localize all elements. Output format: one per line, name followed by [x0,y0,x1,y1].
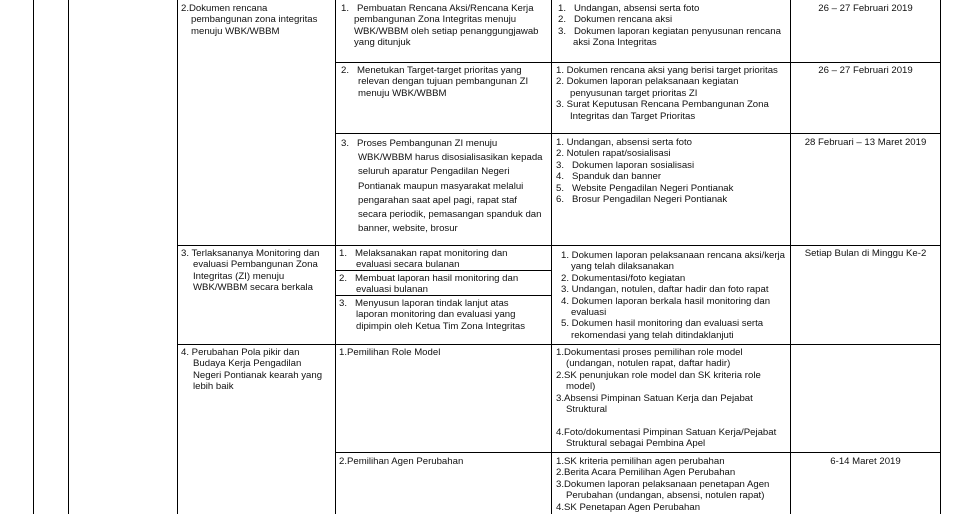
activity-cell [341,65,528,99]
activity-line: 3. Menyusun laporan tindak lanjut atas [339,298,509,309]
output-line: 1.SK kriteria pemilihan agen perubahan [556,456,725,467]
output-line: Struktural sebagai Pembina Apel [566,438,706,450]
time-cell: Setiap Bulan di Minggu Ke-2 [804,248,927,259]
goal-line: WBK/WBBM secara berkala [193,282,313,294]
output-line: evaluasi [571,307,607,319]
activity-line: Pontianak maupun masyarakat melalui [358,180,524,192]
output-line: 3.Dokumen laporan pelaksanaan penetapan Agen [556,478,770,490]
output-line [556,415,776,426]
activity-line: 2.Pemilihan Agen Perubahan [339,456,464,467]
grid-vline [551,0,552,514]
output-line: 2. Dokumentasi/foto kegiatan [561,272,686,284]
activity-cell [339,248,508,271]
time-cell: 28 Februari – 13 Maret 2019 [804,137,927,148]
output-line: rekomendasi yang telah ditindaklanjuti [571,329,734,341]
time-cell: 6-14 Maret 2019 [830,456,901,467]
activity-line: 3. Proses Pembangunan ZI menuju [341,138,498,149]
output-line: Integritas dan Target Prioritas [570,110,696,122]
output-line: 6. Brosur Pengadilan Negeri Pontianak [556,194,728,206]
grid-vline [68,0,69,514]
output-cell [556,456,769,513]
output-line: 1. Undangan, absensi serta foto [556,137,693,148]
output-line: 2. Notulen rapat/sosialisasi [556,148,671,160]
grid-vline [335,0,336,514]
output-line: 4.SK Penetapan Agen Perubahan [556,501,701,513]
activity-line: WBK/WBBM harus disosialisasikan kepada [358,152,543,164]
output-cell [558,3,781,49]
output-line: 3. Dokumen laporan kegiatan penyusunan rencana [558,25,781,37]
activity-cell [339,347,440,358]
activity-line: evaluasi bulanan [356,284,429,296]
time-cell: 26 – 27 Februari 2019 [818,65,913,76]
goal-line: 2.Dokumen rencana [181,3,268,14]
output-line: 2. Dokumen rencana aksi [558,14,673,26]
output-line: 1. Dokumen rencana aksi yang berisi target prioritas [556,65,778,76]
output-line: 2.Berita Acara Pemilihan Agen Perubahan [556,467,736,479]
output-line: 3. Dokumen laporan sosialisasi [556,159,695,171]
activity-line: WBK/WBBM oleh setiap penanggungjawab [354,25,539,37]
output-line: 2. Dokumen laporan pelaksanaan kegiatan [556,76,739,88]
activity-line: 1. Pembuatan Rencana Aksi/Rencana Kerja [341,3,534,14]
output-line: 4. Dokumen laporan berkala hasil monitoring dan [561,295,771,307]
activity-line: dipimpin oleh Ketua Tim Zona Integritas [356,320,526,332]
activity-line: 1.Pemilihan Role Model [339,347,441,358]
output-line: yang telah dilaksanakan [571,261,674,273]
goal-line: evaluasi Pembangunan Zona [193,259,318,271]
activity-cell [339,273,518,296]
output-line: 1.Dokumentasi proses pemilihan role model [556,347,743,358]
activity-line: menuju WBK/WBBM [358,87,447,99]
goal-line: Budaya Kerja Pengadilan [193,358,302,370]
activity-line: 2. Menetukan Target-target prioritas yang [341,65,522,76]
activity-cell [339,298,525,332]
grid-hline [177,344,940,345]
output-line: (undangan, notulen rapat, daftar hadir) [566,358,731,370]
output-line: 4.Foto/dokumentasi Pimpinan Satuan Kerja/Pejabat [556,426,777,438]
output-cell [556,347,776,450]
activity-line: relevan dengan tujuan pembangunan ZI [358,76,529,88]
goal-line: Integritas (ZI) menuju [193,270,285,282]
time-cell: 26 – 27 Februari 2019 [818,3,913,14]
output-cell [556,65,778,122]
goal-line: menuju WBK/WBBM [191,25,280,37]
activity-line: pengarahan saat apel pagi, rapat staf [358,194,517,206]
output-line: 3. Undangan, notulen, daftar hadir dan foto rapat [561,284,769,296]
grid-hline [335,452,940,453]
activity-line: seluruh aparatur Pengadilan Negeri [358,166,510,178]
activity-cell [341,3,539,49]
goal-line: 4. Perubahan Pola pikir dan [181,347,300,358]
goal-line: Negeri Pontianak kearah yang [193,369,323,381]
output-line: penyusunan target prioritas ZI [570,87,698,99]
grid-vline [940,0,941,514]
output-line: 1. Dokumen laporan pelaksanaan rencana aksi/kerja [561,250,785,261]
output-line: 5. Dokumen hasil monitoring dan evaluasi serta [561,318,764,330]
output-line: model) [566,381,596,393]
goal-cell [181,3,317,37]
output-line: 2.SK penunjukan role model dan SK kriteria role [556,369,761,381]
grid-hline [335,62,940,63]
output-cell [561,250,785,341]
output-line: 5. Website Pengadilan Negeri Pontianak [556,182,734,194]
grid-vline [177,0,178,514]
output-line: 1. Undangan, absensi serta foto [558,3,700,14]
output-line: 3. Surat Keputusan Rencana Pembangunan Zona [556,99,769,111]
output-line: Perubahan (undangan, absensi, notulen rapat) [566,490,765,502]
output-line: aksi Zona Integritas [573,37,657,49]
goal-cell [181,347,322,393]
grid-vline [33,0,34,514]
activity-line: 2. Membuat laporan hasil monitoring dan [339,273,519,284]
goal-cell [181,248,320,294]
output-line: Struktural [566,404,608,416]
activity-line: 1. Melaksanakan rapat monitoring dan [339,248,508,259]
goal-line: lebih baik [193,381,234,393]
output-line: 4. Spanduk dan banner [556,171,662,183]
activity-line: yang ditunjuk [354,37,411,49]
activity-line: laporan monitoring dan evaluasi yang [356,309,516,321]
output-cell [556,137,733,205]
activity-line: banner, website, brosur [358,223,458,235]
activity-line: evaluasi secara bulanan [356,259,460,271]
activity-line: pembangunan Zona Integritas menuju [354,14,517,26]
activity-cell [341,137,543,236]
output-line: 3.Absensi Pimpinan Satuan Kerja dan Pejabat [556,392,753,404]
grid-hline [335,133,940,134]
activity-cell [339,456,463,467]
activity-line: secara periodik, pemasangan spanduk dan [358,209,542,221]
goal-line: 3. Terlaksananya Monitoring dan [181,248,320,259]
goal-line: pembangunan zona integritas [191,14,318,26]
grid-hline [177,245,940,246]
